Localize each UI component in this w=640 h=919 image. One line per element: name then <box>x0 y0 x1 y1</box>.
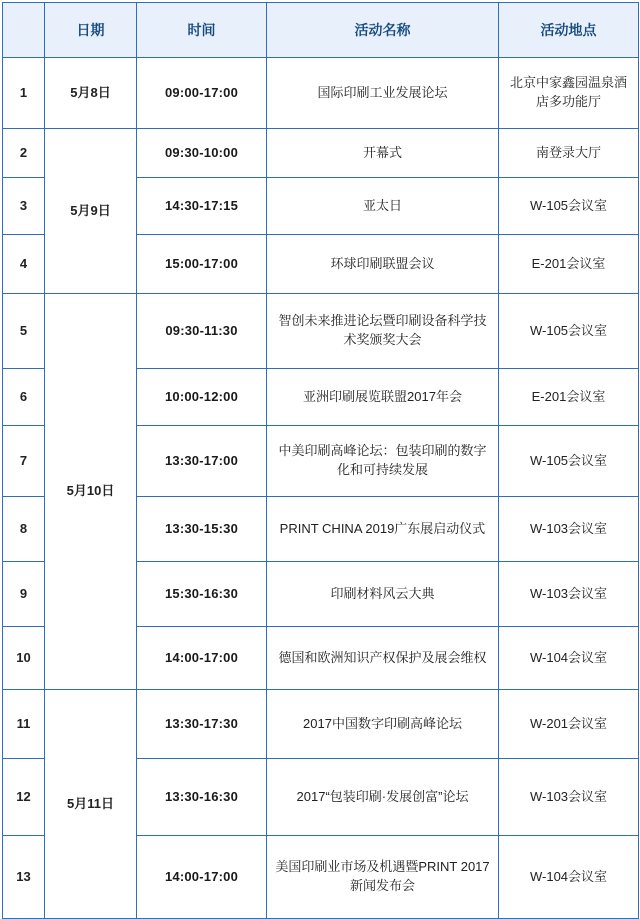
row-place: W-103会议室 <box>499 562 639 627</box>
row-place: E-201会议室 <box>499 235 639 294</box>
row-index: 6 <box>3 369 45 426</box>
row-time: 14:00-17:00 <box>137 627 267 690</box>
row-time: 13:30-16:30 <box>137 759 267 836</box>
row-time: 15:00-17:00 <box>137 235 267 294</box>
table-body <box>3 58 639 919</box>
row-index: 11 <box>3 690 45 759</box>
row-time: 13:30-17:00 <box>137 426 267 497</box>
row-name: 亚太日 <box>267 178 499 235</box>
row-index: 7 <box>3 426 45 497</box>
row-place: W-104会议室 <box>499 627 639 690</box>
row-index: 4 <box>3 235 45 294</box>
table-row <box>3 58 639 129</box>
row-time: 09:30-11:30 <box>137 294 267 369</box>
column-header-place: 活动地点 <box>499 3 639 58</box>
row-time: 14:30-17:15 <box>137 178 267 235</box>
row-time: 13:30-17:30 <box>137 690 267 759</box>
table-row <box>3 129 639 178</box>
row-time: 09:30-10:00 <box>137 129 267 178</box>
row-time: 10:00-12:00 <box>137 369 267 426</box>
row-place: 北京中家鑫园温泉酒店多功能厅 <box>499 58 639 129</box>
table-header-row <box>3 3 639 58</box>
row-name: 国际印刷工业发展论坛 <box>267 58 499 129</box>
row-name: 中美印刷高峰论坛：包装印刷的数字化和可持续发展 <box>267 426 499 497</box>
row-name: 美国印刷业市场及机遇暨PRINT 2017 新闻发布会 <box>267 836 499 919</box>
row-index: 5 <box>3 294 45 369</box>
row-place: W-103会议室 <box>499 497 639 562</box>
row-name: 2017中国数字印刷高峰论坛 <box>267 690 499 759</box>
table-header <box>3 3 639 58</box>
date-cell: 5月9日 <box>45 129 137 294</box>
row-index: 10 <box>3 627 45 690</box>
row-time: 13:30-15:30 <box>137 497 267 562</box>
row-index: 3 <box>3 178 45 235</box>
row-name: 环球印刷联盟会议 <box>267 235 499 294</box>
row-time: 09:00-17:00 <box>137 58 267 129</box>
row-name: 2017“包装印刷·发展创富”论坛 <box>267 759 499 836</box>
row-place: W-201会议室 <box>499 690 639 759</box>
row-place: E-201会议室 <box>499 369 639 426</box>
row-name: 亚洲印刷展览联盟2017年会 <box>267 369 499 426</box>
row-index: 8 <box>3 497 45 562</box>
row-name: 德国和欧洲知识产权保护及展会维权 <box>267 627 499 690</box>
row-index: 1 <box>3 58 45 129</box>
row-index: 13 <box>3 836 45 919</box>
row-name: 开幕式 <box>267 129 499 178</box>
row-time: 14:00-17:00 <box>137 836 267 919</box>
row-index: 2 <box>3 129 45 178</box>
row-place: W-103会议室 <box>499 759 639 836</box>
column-header-index <box>3 3 45 58</box>
row-name: 智创未来推进论坛暨印刷设备科学技术奖颁奖大会 <box>267 294 499 369</box>
table-row <box>3 690 639 759</box>
row-name: 印刷材料风云大典 <box>267 562 499 627</box>
date-cell: 5月11日 <box>45 690 137 919</box>
row-place: W-105会议室 <box>499 178 639 235</box>
row-place: W-105会议室 <box>499 294 639 369</box>
row-place: W-105会议室 <box>499 426 639 497</box>
row-index: 9 <box>3 562 45 627</box>
row-name: PRINT CHINA 2019广东展启动仪式 <box>267 497 499 562</box>
column-header-time: 时间 <box>137 3 267 58</box>
column-header-name: 活动名称 <box>267 3 499 58</box>
row-place: W-104会议室 <box>499 836 639 919</box>
date-cell: 5月8日 <box>45 58 137 129</box>
row-index: 12 <box>3 759 45 836</box>
event-schedule-table <box>2 2 639 919</box>
row-time: 15:30-16:30 <box>137 562 267 627</box>
column-header-date: 日期 <box>45 3 137 58</box>
date-cell: 5月10日 <box>45 294 137 690</box>
row-place: 南登录大厅 <box>499 129 639 178</box>
table-row <box>3 294 639 369</box>
